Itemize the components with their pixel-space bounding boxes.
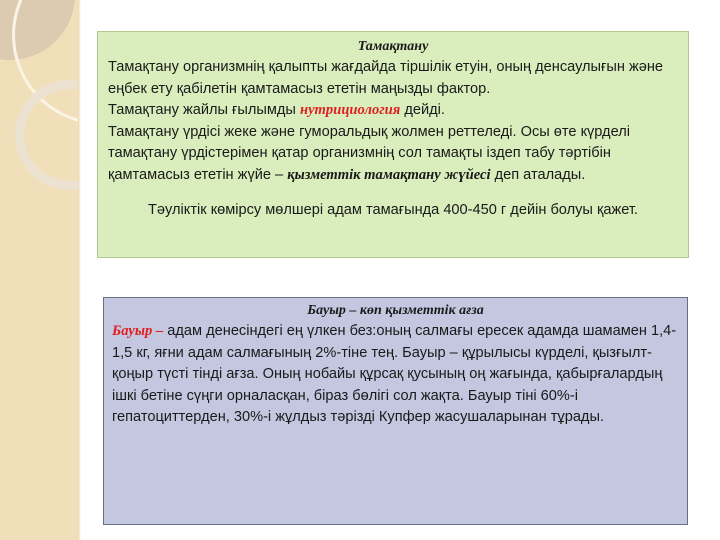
liver-paragraph	[112, 321, 679, 429]
decorative-circles	[0, 0, 78, 260]
decorative-circle-ring	[15, 80, 78, 190]
spacer	[108, 186, 678, 200]
liver-term: Бауыр –	[112, 323, 164, 339]
nutrition-text-box	[97, 31, 689, 258]
text: Тамақтану үрдісі жеке және гуморальдық жолмен реттеледі. Осы өте күрделі тамақтану үрдістерімен қатар организмнің сол тамақты іздеп табу тәртібін қамтамасыз ететін жүйе –	[108, 123, 630, 183]
text: деп аталады.	[490, 166, 586, 183]
nutrition-paragraph-4: Тәуліктік көмірсу мөлшері адам тамағында 400-450 г дейін болуы қажет.	[148, 202, 638, 218]
nutriciology-term: нутрициология	[299, 102, 401, 118]
text: адам денесіндегі ең үлкен без:оның салмағы ересек адамда шамамен 1,4-1,5 кг, яғни адам салмағының 2%-тіне тең. Бауыр – құрылысы күрделі, қызғылт-қоңыр түсті тінді ағза. Оның нобайы құрсақ қусының оң жағында, қабырғалардың ішкі бетіне сүңги орналасқан, біраз бөлігі сол жақта. Бауыр тіні 60%-і гепатоциттерден, 30%-і жұлдыз тәрізді Купфер жасушаларынан тұрады.	[112, 323, 677, 425]
side-strip-edge	[78, 0, 81, 540]
text: Тамақтану жайлы ғылымды	[108, 102, 300, 118]
text: дейді.	[400, 102, 445, 118]
nutrition-paragraph-3	[108, 122, 678, 187]
liver-title: Бауыр – көп қызметтік ағза	[307, 303, 484, 318]
liver-text-box	[103, 297, 688, 525]
nutrition-title: Тамақтану	[357, 39, 429, 54]
nutrition-paragraph-1: Тамақтану организмнің қалыпты жағдайда тіршілік етуін, оның денсаулығын және еңбек ету қабілетін қамтамасыз ететін маңызды фактор.	[108, 59, 664, 97]
functional-system-term: қызметтік тамақтану жүйесі	[287, 166, 491, 183]
decorative-side-strip	[0, 0, 78, 540]
nutrition-paragraph-2	[108, 100, 678, 122]
